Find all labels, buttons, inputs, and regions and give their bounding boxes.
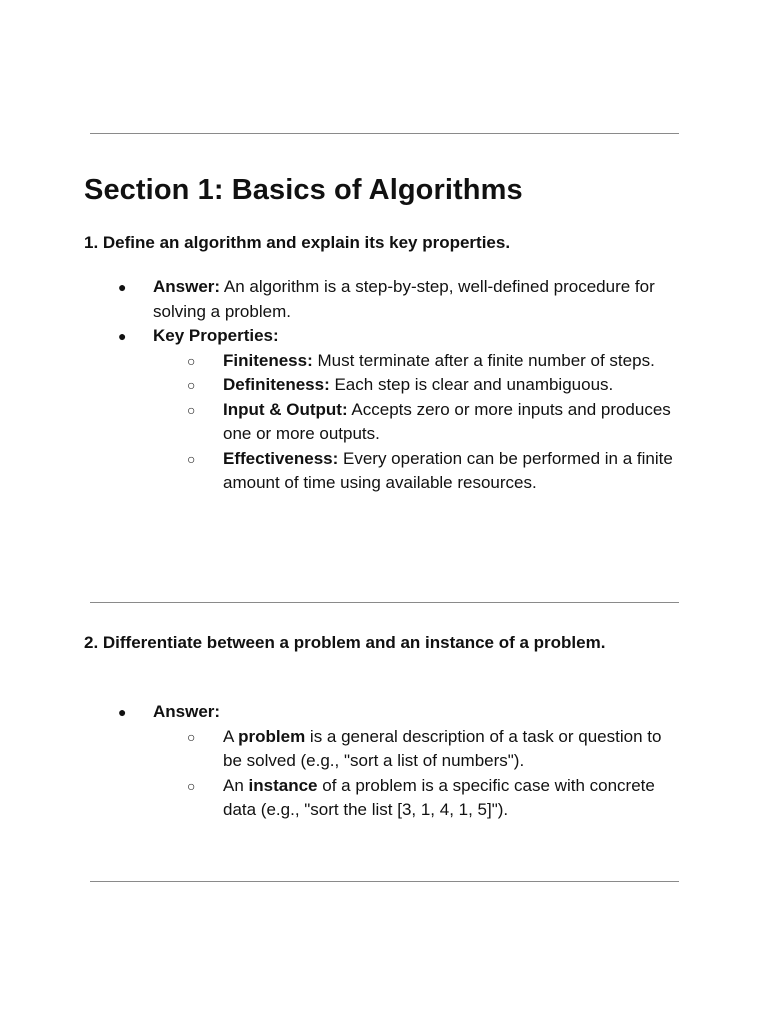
answer-label: Answer: [153, 277, 221, 296]
property-term: Effectiveness: [223, 448, 339, 468]
key-properties-label: Key Properties: [153, 326, 279, 345]
point-term: problem [238, 726, 306, 746]
property-term: Input & Output: [223, 399, 348, 419]
question-2: 2. Differentiate between a problem and an instance of a problem. [84, 633, 606, 652]
sub-bullet-marker: ○ [187, 728, 196, 745]
list-item [0, 324, 683, 496]
list-item [187, 349, 683, 374]
sub-bullet-marker: ○ [187, 401, 196, 418]
property-text: Every operation can be performed in a finite amount of time using available resources. [223, 448, 673, 492]
point-text: of a problem is a specific case with concrete data (e.g., "sort the list [3, 1, 4, 1, 5]"). [223, 775, 655, 819]
sub-bullet-marker: ○ [187, 777, 196, 794]
question-1-answer-list [0, 275, 683, 496]
sub-bullet-marker: ○ [187, 377, 196, 393]
horizontal-rule [90, 881, 679, 882]
point-term: instance [248, 775, 318, 795]
property-term: Finiteness: [223, 350, 313, 370]
list-item [187, 398, 683, 447]
bullet-marker: ● [118, 704, 127, 720]
property-text: Must terminate after a finite number of steps. [312, 350, 655, 370]
sub-bullet-marker: ○ [187, 450, 196, 467]
list-item [187, 373, 683, 398]
key-properties-list [153, 349, 683, 496]
list-item [187, 725, 683, 774]
answer-text: An algorithm is a step-by-step, well-defined procedure for solving a problem. [153, 277, 655, 321]
question-1: 1. Define an algorithm and explain its key properties. [84, 233, 511, 252]
point-prefix: A [223, 726, 239, 746]
property-text: Accepts zero or more inputs and produces one or more outputs. [223, 399, 671, 443]
horizontal-rule [90, 133, 679, 134]
list-item [187, 774, 683, 823]
property-term: Definiteness: [223, 375, 330, 394]
bullet-marker: ● [118, 279, 127, 295]
bullet-marker: ● [118, 328, 127, 344]
list-item [0, 275, 683, 324]
sub-bullet-marker: ○ [187, 352, 196, 369]
question-2-answer-list [0, 700, 683, 823]
list-item [0, 700, 683, 823]
point-prefix: An [223, 775, 249, 795]
property-text: Each step is clear and unambiguous. [329, 375, 614, 394]
horizontal-rule [90, 602, 679, 603]
list-item [187, 447, 683, 496]
section-title: Section 1: Basics of Algorithms [84, 174, 523, 206]
answer-label: Answer: [153, 702, 221, 721]
point-text: is a general description of a task or question to be solved (e.g., "sort a list of numbers"). [223, 726, 662, 770]
answer-points-list [153, 725, 683, 823]
